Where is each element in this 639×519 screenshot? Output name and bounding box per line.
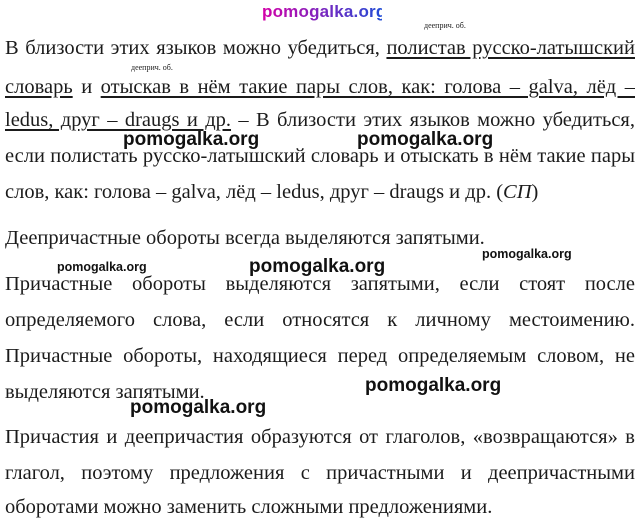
text-line: если полистать русско-латышский словарь и отыскать в нём такие пары bbox=[5, 146, 635, 167]
underlined-phrase: отыскав в нём такие пары слов, как: голова – galva, лёд – bbox=[100, 77, 635, 98]
text-line: глагол, поэтому предложения с причастными и деепричастными bbox=[5, 463, 635, 484]
underlined-phrase: ledus, друг – draugs и др. bbox=[5, 110, 232, 131]
text-line: словарь и отыскав в нём такие пары слов, как: голова – galva, лёд – bbox=[5, 77, 635, 98]
watermark: pomogalka.org bbox=[123, 129, 260, 150]
svg-text:pomogalka.org: pomogalka.org bbox=[262, 2, 382, 21]
text-line: В близости этих языков можно убедиться, полистав русско-латышский bbox=[5, 38, 635, 59]
text-line: выделяются запятыми. bbox=[5, 381, 205, 403]
annotation-note: дееприч. об. bbox=[424, 21, 466, 30]
watermark: pomogalka.org bbox=[365, 375, 502, 396]
watermark: pomogalka.org bbox=[482, 247, 572, 261]
text-line: Деепричастные обороты всегда выделяются запятыми. bbox=[5, 227, 485, 249]
text-line: оборотами можно заменить сложными предложениями. bbox=[5, 496, 493, 518]
watermark: pomogalka.org bbox=[130, 397, 267, 418]
underlined-phrase: полистав русско-латышский bbox=[386, 38, 635, 59]
watermark: pomogalka.org bbox=[357, 129, 494, 150]
annotation-note: дееприч. об. bbox=[131, 63, 173, 72]
text-line: Причастные обороты выделяются запятыми, если стоят после bbox=[5, 274, 635, 295]
text-line: слов, как: голова – galva, лёд – ledus, друг – draugs и др. (СП) bbox=[5, 181, 539, 203]
text-line: Причастия и деепричастия образуются от глаголов, «возвращаются» в bbox=[5, 427, 635, 448]
text-line: Причастные обороты, находящиеся перед определяемым словом, не bbox=[5, 346, 635, 367]
text-line: ledus, друг – draugs и др. – В близости этих языков можно убедиться, bbox=[5, 110, 635, 131]
text-line: определяемого слова, если относятся к личному местоимению. bbox=[5, 310, 635, 331]
underlined-phrase: словарь bbox=[5, 77, 73, 98]
watermark: pomogalka.org bbox=[249, 256, 386, 277]
site-logo bbox=[262, 1, 382, 28]
site-logo-text bbox=[262, 1, 382, 23]
watermark: pomogalka.org bbox=[57, 260, 147, 274]
